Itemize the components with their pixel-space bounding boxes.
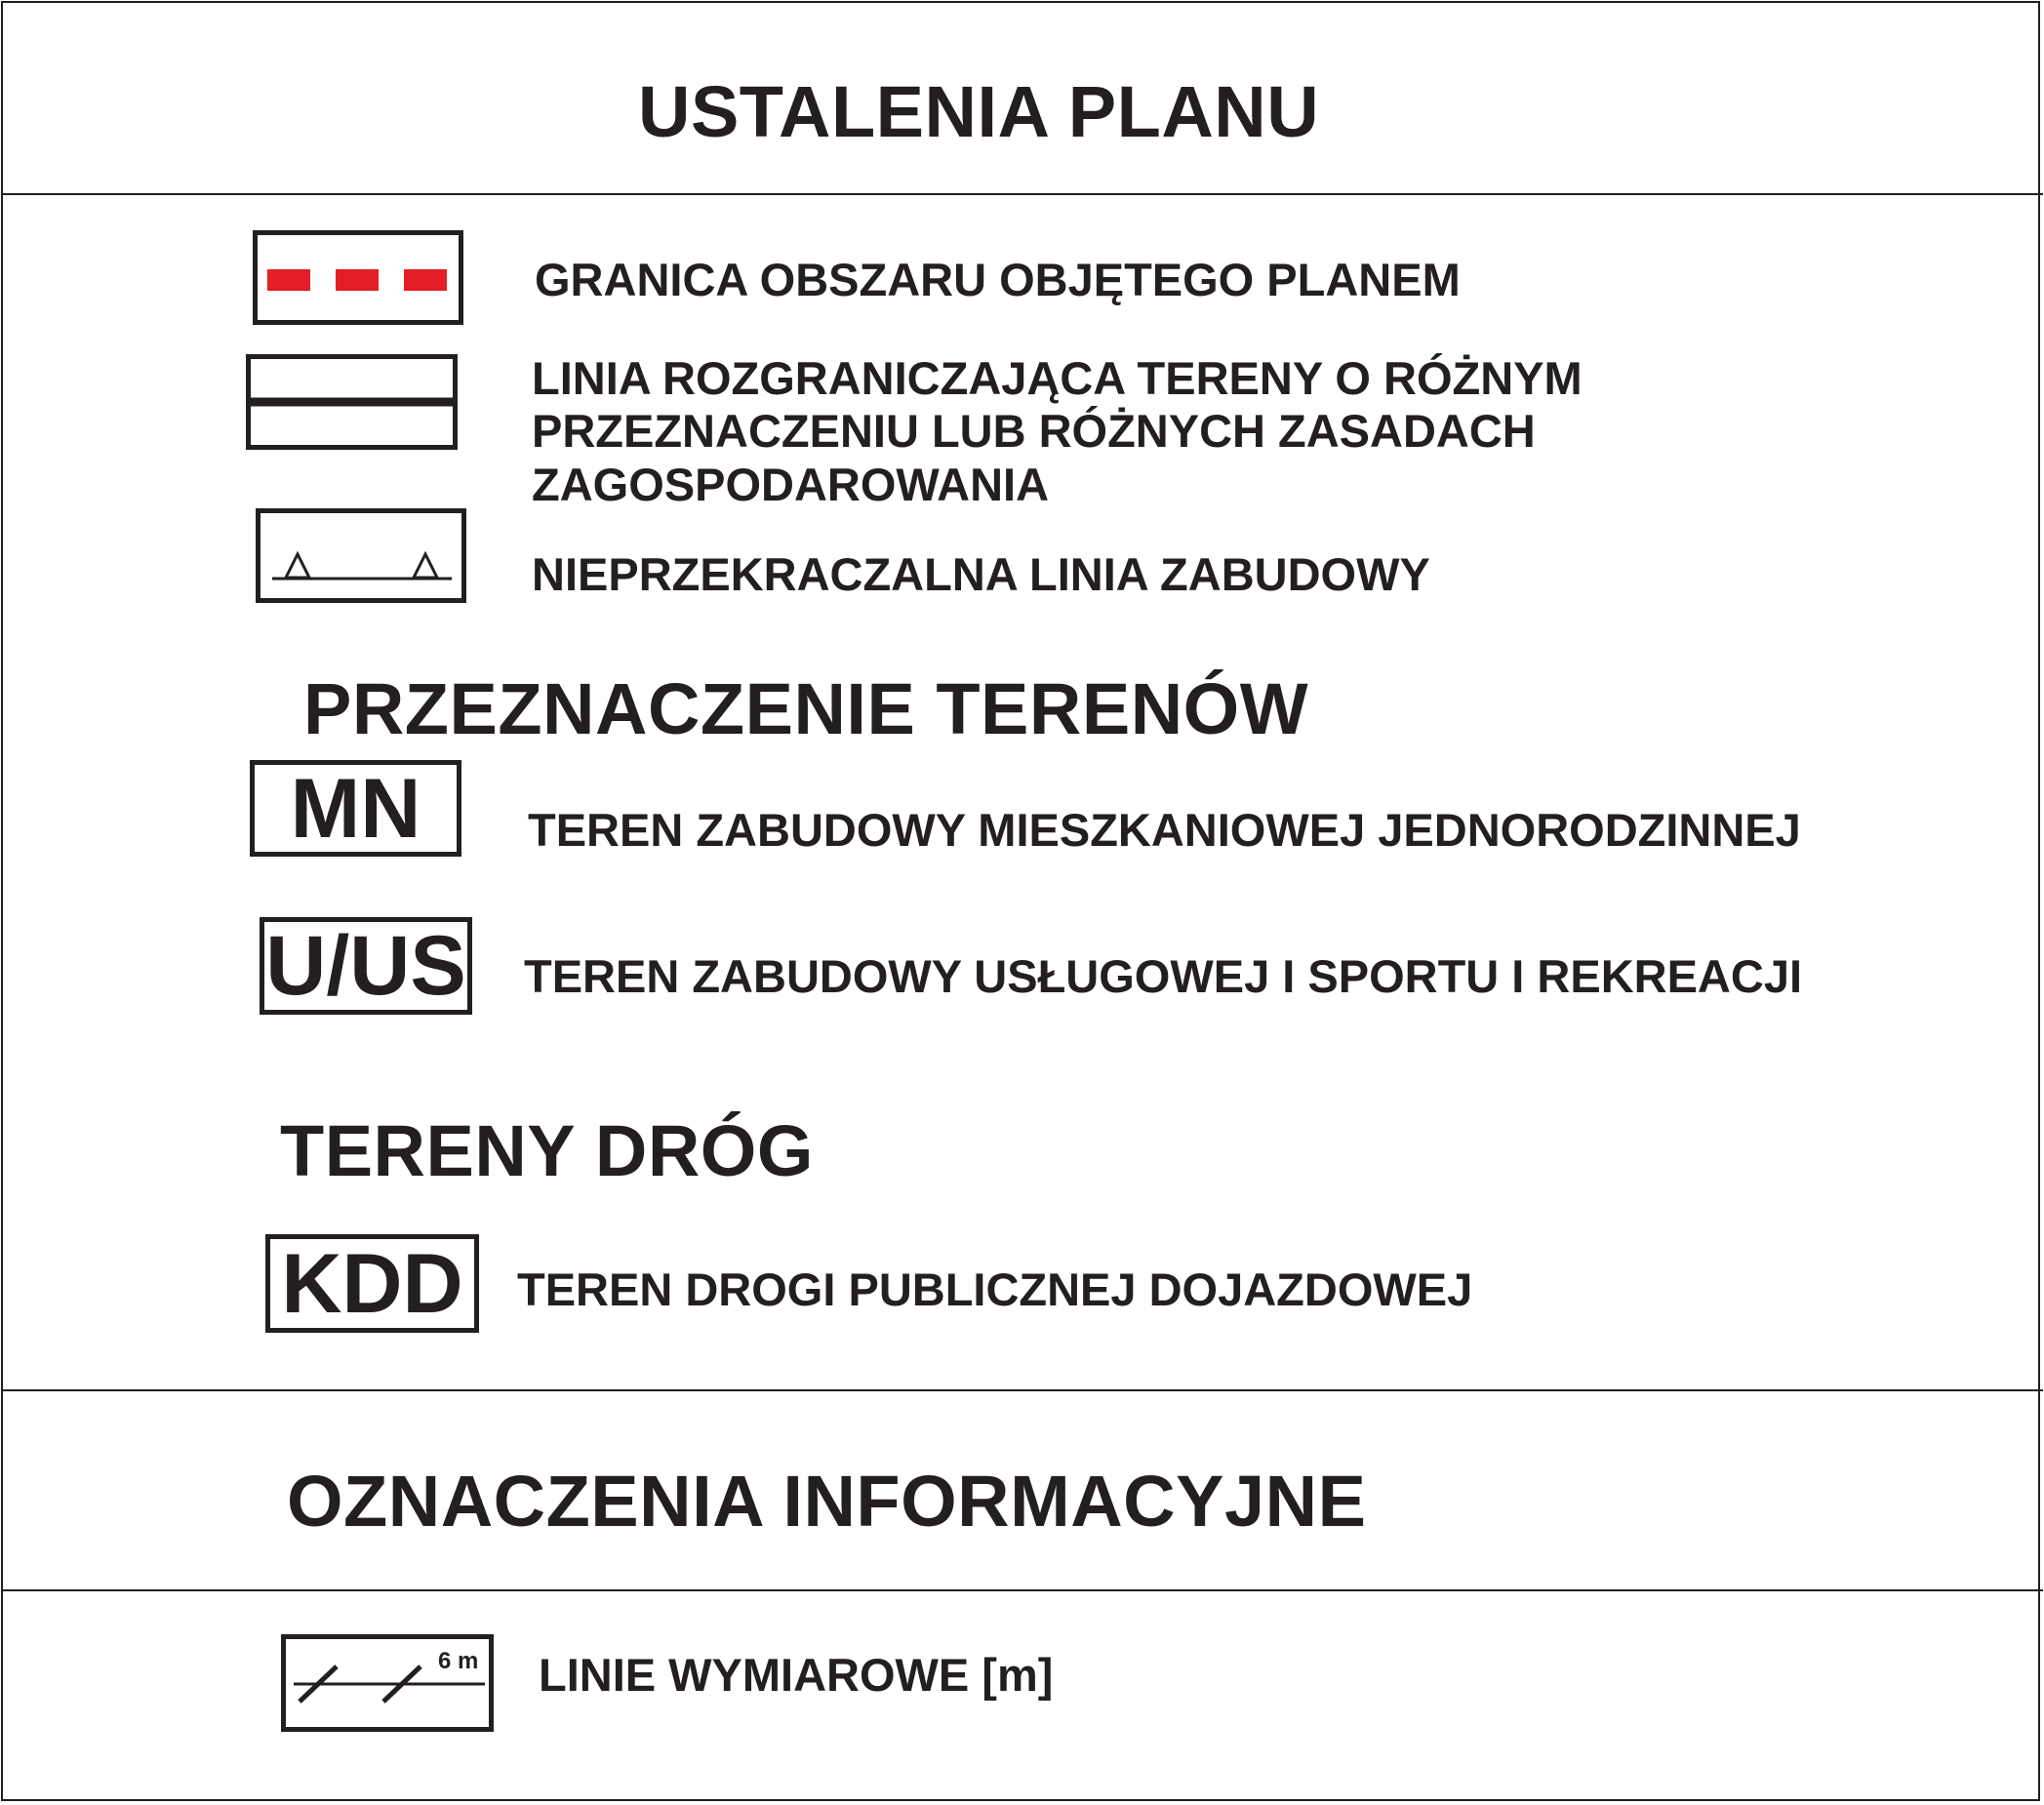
legend-label-building-line: NIEPRZEKRACZALNA LINIA ZABUDOWY <box>532 548 1430 600</box>
page-title: USTALENIA PLANU <box>638 71 1320 152</box>
legend-label-u-us: TEREN ZABUDOWY USŁUGOWEJ I SPORTU I REKREACJI <box>524 950 1803 1002</box>
divider <box>1 193 2043 195</box>
legend-label-dimension-lines: LINIE WYMIAROWE [m] <box>539 1649 1054 1701</box>
section-title-info: OZNACZENIA INFORMACYJNE <box>287 1461 1367 1542</box>
dimension-value-text: 6 m <box>438 1648 479 1674</box>
section-title-land-use: PRZEZNACZENIE TERENÓW <box>303 668 1309 749</box>
legend-label-line: LINIA ROZGRANICZAJĄCA TERENY O RÓŻNYM <box>532 352 1583 404</box>
building-line-icon <box>256 508 466 603</box>
legend-label-mn: TEREN ZABUDOWY MIESZKANIOWEJ JEDNORODZINNEJ <box>528 804 1801 856</box>
zone-code-kdd: KDD <box>265 1234 479 1333</box>
zone-code-mn: MN <box>250 760 461 857</box>
zone-code-u-us: U/US <box>260 917 472 1015</box>
legend-label-line: PRZEZNACZENIU LUB RÓŻNYCH ZASADACH <box>532 405 1536 457</box>
divider <box>1 1389 2043 1391</box>
legend-label-kdd: TEREN DROGI PUBLICZNEJ DOJAZDOWEJ <box>517 1264 1473 1315</box>
red-dashed-boundary-icon <box>253 230 463 325</box>
divider <box>1 1589 2043 1591</box>
section-title-roads: TERENY DRÓG <box>280 1110 814 1191</box>
dividing-line-icon <box>246 354 458 450</box>
dimension-line-icon <box>281 1634 494 1732</box>
legend-label-boundary: GRANICA OBSZARU OBJĘTEGO PLANEM <box>535 254 1461 305</box>
legend-label-line: ZAGOSPODAROWANIA <box>532 459 1050 510</box>
